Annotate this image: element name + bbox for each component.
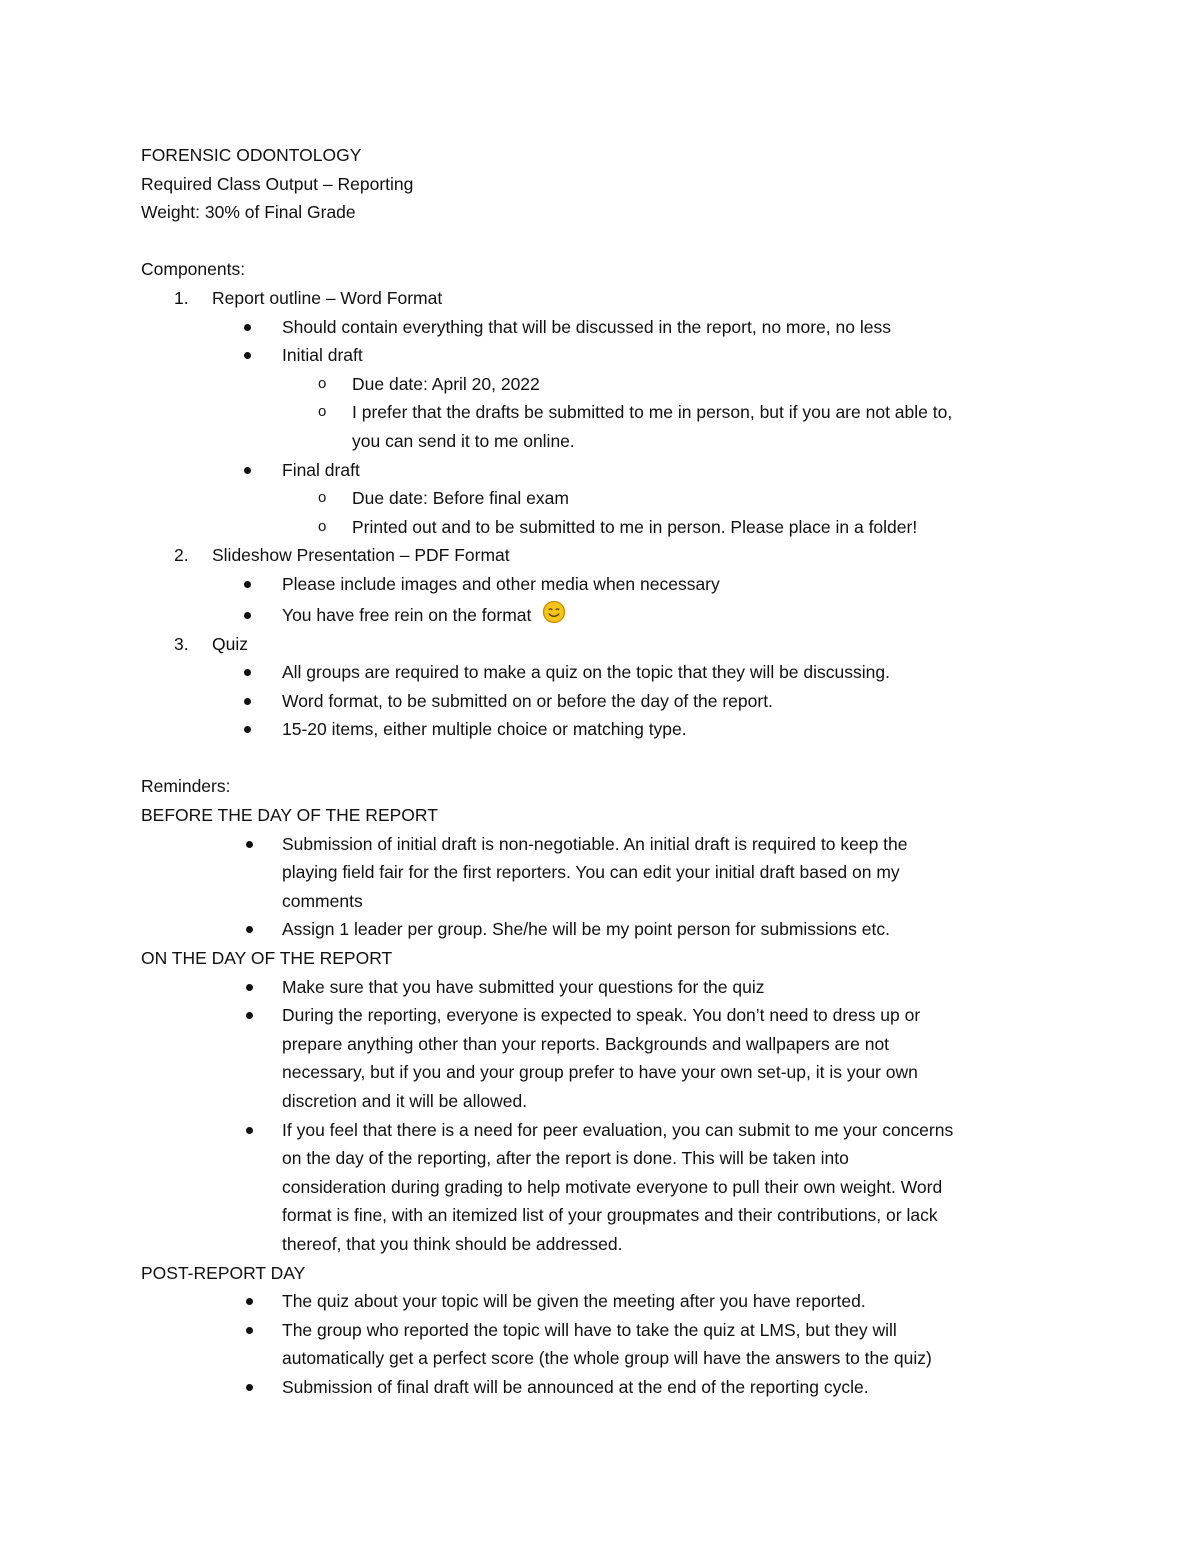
post-report-heading: POST-REPORT DAY (141, 1262, 306, 1283)
list-item (141, 658, 1062, 687)
list-item-continuation (141, 858, 1062, 887)
bullet-text: you can send it to me online. (352, 430, 575, 451)
bullet-text: During the reporting, everyone is expected to speak. You don’t need to dress up or (282, 1005, 921, 1026)
bullet-text: format is fine, with an itemized list of your groupmates and their contributions, or lack (282, 1205, 938, 1226)
bullet-icon (244, 669, 251, 676)
sub-list-item (141, 370, 1052, 399)
component-item-quiz (141, 630, 1071, 659)
bullet-text: playing field fair for the first reporters. You can edit your initial draft based on my (282, 862, 900, 883)
bullet-text: You have free rein on the format (282, 604, 532, 625)
bullet-text: Make sure that you have submitted your questions for the quiz (282, 976, 765, 997)
bullet-text: Final draft (282, 459, 360, 480)
on-day-heading: ON THE DAY OF THE REPORT (141, 948, 393, 969)
bullet-text: 15-20 items, either multiple choice or matching type. (282, 719, 687, 740)
list-item (141, 599, 1062, 630)
bullet-text: thereof, that you think should be addressed. (282, 1233, 623, 1254)
bullet-text: Printed out and to be submitted to me in person. Please place in a folder! (352, 516, 918, 537)
bullet-text: The group who reported the topic will have to take the quiz at LMS, but they will (282, 1319, 897, 1340)
bullet-icon (246, 1327, 253, 1334)
bullet-text: If you feel that there is a need for peer evaluation, you can submit to me your concerns (282, 1119, 954, 1140)
list-item (141, 341, 1062, 370)
bullet-text: discretion and it will be allowed. (282, 1091, 528, 1111)
item-label: Report outline – Word Format (212, 287, 443, 308)
bullet-icon (244, 698, 251, 705)
list-item (141, 715, 1062, 744)
circle-bullet-icon: o (318, 517, 327, 535)
sub-list-item (141, 513, 1052, 542)
bullet-text: necessary, but if you and your group prefer to have your own set-up, it is your own (282, 1062, 918, 1083)
bullet-text: Please include images and other media when necessary (282, 573, 720, 594)
bullet-text: Initial draft (282, 345, 363, 366)
before-day-heading: BEFORE THE DAY OF THE REPORT (141, 805, 438, 826)
list-item-continuation (141, 1173, 1062, 1202)
bullet-text: on the day of the reporting, after the report is done. This will be taken into (282, 1148, 849, 1169)
list-item (141, 456, 1062, 485)
bullet-icon (246, 1384, 253, 1391)
bullet-text: consideration during grading to help motivate everyone to pull their own weight. Word (282, 1176, 943, 1197)
bullet-text: Submission of final draft will be announced at the end of the reporting cycle. (282, 1376, 869, 1397)
list-item-continuation (141, 1344, 1062, 1373)
bullet-text: Submission of initial draft is non-negotiable. An initial draft is required to keep the (282, 833, 908, 854)
bullet-text: Assign 1 leader per group. She/he will be my point person for submissions etc. (282, 919, 890, 940)
components-heading: Components: (141, 259, 246, 280)
list-item (141, 687, 1062, 716)
list-item (141, 1116, 1062, 1145)
list-item-continuation (141, 1058, 1062, 1087)
list-item-continuation (141, 1201, 1062, 1230)
bullet-icon (244, 352, 251, 359)
circle-bullet-icon: o (318, 374, 327, 392)
circle-bullet-icon: o (318, 403, 327, 421)
bullet-icon (244, 581, 251, 588)
bullet-text: automatically get a perfect score (the whole group will have the answers to the quiz) (282, 1348, 932, 1369)
document-body (141, 141, 1071, 1402)
bullet-text: Should contain everything that will be discussed in the report, no more, no less (282, 316, 891, 337)
bullet-icon (246, 984, 253, 991)
list-item (141, 973, 1062, 1002)
list-item-continuation (141, 1144, 1062, 1173)
bullet-text: Word format, to be submitted on or before the day of the report. (282, 690, 773, 711)
list-item (141, 1373, 1062, 1402)
item-number: 3. (174, 633, 189, 654)
bullet-icon (244, 324, 251, 331)
spacer (141, 227, 1071, 256)
bullet-text: Due date: Before final exam (352, 488, 569, 509)
bullet-icon (246, 1127, 253, 1134)
list-item-continuation (141, 887, 1062, 916)
component-item-slideshow (141, 541, 1071, 570)
list-item (141, 1001, 1062, 1030)
weight-line: Weight: 30% of Final Grade (141, 202, 356, 223)
course-title: FORENSIC ODONTOLOGY (141, 145, 362, 165)
list-item-continuation (141, 1087, 1062, 1116)
reminders-heading: Reminders: (141, 776, 231, 797)
output-title: Required Class Output – Reporting (141, 173, 414, 194)
bullet-text: comments (282, 890, 363, 911)
bullet-icon (246, 841, 253, 848)
bullet-text: The quiz about your topic will be given the meeting after you have reported. (282, 1291, 866, 1312)
item-number: 1. (174, 287, 189, 308)
sub-list-item-continuation (141, 427, 1052, 456)
item-label: Quiz (212, 633, 248, 654)
component-item-report-outline (141, 284, 1071, 313)
bullet-text: prepare anything other than your reports. Backgrounds and wallpapers are not (282, 1033, 890, 1054)
bullet-text: Due date: April 20, 2022 (352, 373, 540, 394)
list-item (141, 830, 1062, 859)
bullet-icon (246, 926, 253, 933)
circle-bullet-icon: o (318, 489, 327, 507)
list-item-continuation (141, 1030, 1062, 1059)
list-item (141, 313, 1062, 342)
item-label: Slideshow Presentation – PDF Format (212, 545, 510, 566)
list-item (141, 1316, 1062, 1345)
bullet-icon (244, 612, 251, 619)
item-number: 2. (174, 545, 189, 566)
sub-list-item (141, 484, 1052, 513)
list-item (141, 1287, 1062, 1316)
bullet-icon (244, 726, 251, 733)
list-item (141, 570, 1062, 599)
list-item-continuation (141, 1230, 1062, 1259)
spacer (141, 744, 1071, 773)
list-item (141, 915, 1062, 944)
bullet-text: I prefer that the drafts be submitted to me in person, but if you are not able to, (352, 402, 953, 423)
bullet-icon (244, 467, 251, 474)
sub-list-item (141, 398, 1052, 427)
bullet-icon (246, 1012, 253, 1019)
bullet-icon (246, 1298, 253, 1305)
smiley-face-icon (542, 600, 566, 624)
bullet-text: All groups are required to make a quiz on the topic that they will be discussing. (282, 662, 890, 683)
